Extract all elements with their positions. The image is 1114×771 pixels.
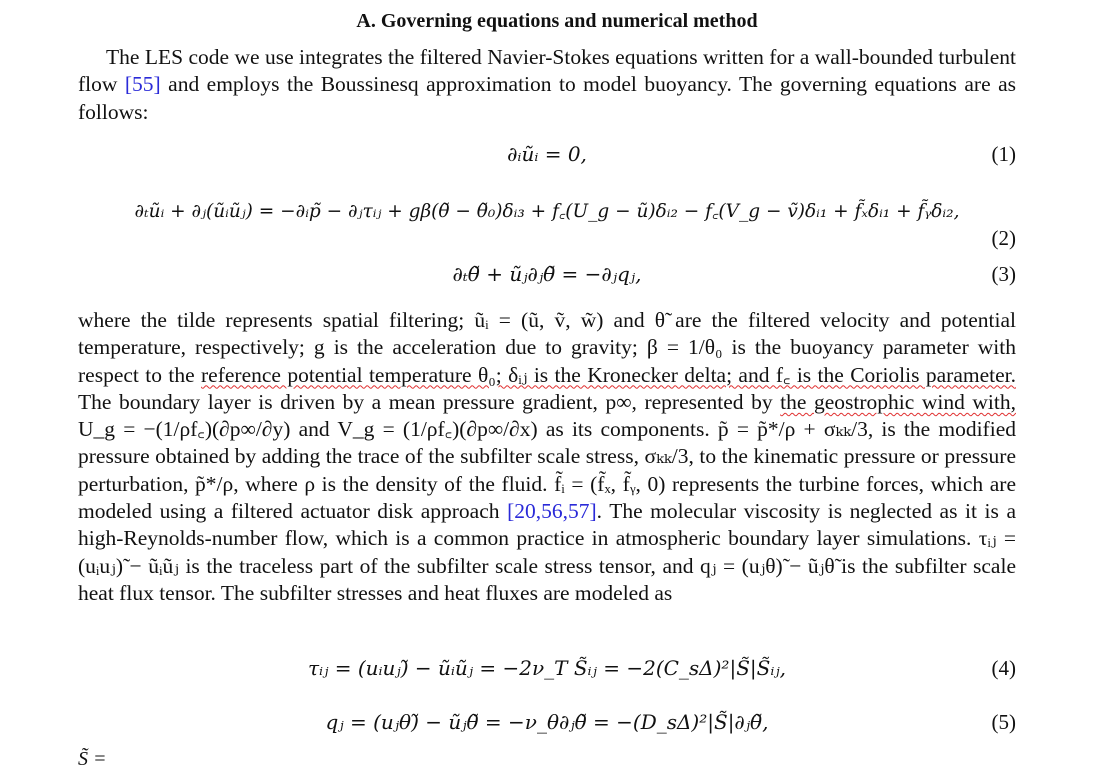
- body-paragraph: [78, 307, 1016, 607]
- equation-1-body: ∂ᵢũᵢ = 0,: [507, 142, 587, 166]
- equation-3-number: (3): [991, 262, 1016, 286]
- intro-text-a: The LES code we use integrates the filtered Navier-Stokes equations written for a wall-bounded turbulent flow: [78, 45, 1016, 97]
- spellcheck-underlined-text-1: reference potential temperature θ₀; δᵢⱼ is the Kronecker delta; and f꜀ is the Coriolis parameter.: [201, 362, 1016, 387]
- intro-paragraph: [78, 44, 1016, 126]
- equation-4: [78, 656, 1016, 686]
- equation-3: [78, 262, 1016, 292]
- equation-3-body: ∂ₜθ̃ + ũⱼ∂ⱼθ̃ = −∂ⱼqⱼ,: [452, 262, 642, 286]
- equation-2: [78, 198, 1016, 228]
- equation-4-number: (4): [991, 656, 1016, 680]
- equation-2-number: (2): [991, 226, 1016, 250]
- equation-2-body: ∂ₜũᵢ + ∂ⱼ(ũᵢũⱼ) = −∂ᵢp̃ − ∂ⱼτᵢⱼ + gβ(θ̃ − θ̃₀)δᵢ₃ + f꜀(U_g − ũ)δᵢ₂ − f꜀(V_g − ṽ)δᵢ₁ + f̃ₓδᵢ₁ + f̃ᵧδᵢ₂,: [134, 201, 960, 222]
- intro-text-b: and employs the Boussinesq approximation to model buoyancy. The governing equations are as follows:: [78, 72, 1016, 124]
- body-text-3: The boundary layer is driven by a mean pressure gradient, p∞, represented by: [78, 389, 781, 414]
- truncated-next-line: S̃ =: [78, 748, 107, 770]
- equation-4-body: τᵢⱼ = (uᵢuⱼ)̃ − ũᵢũⱼ = −2ν_T S̃ᵢⱼ = −2(C_sΔ)²|S̃|S̃ᵢⱼ,: [307, 656, 786, 680]
- body-text-5: U_g = −(1/ρf꜀)(∂p∞/∂y) and V_g = (1/ρf꜀)(∂p∞/∂x) as its components. p̃ = p̃*/ρ + σₖₖ/3, is the modified pressure obtained by adding the trace of the subfilter scale stress, σₖₖ/3, to the kinematic pressure or pressure perturbation, p̃*/ρ, where ρ is the density of the fluid. f̃ᵢ = (f̃ₓ, f̃ᵧ, 0) represents the turbine forces, which are modeled using a filtered actuator disk approach: [78, 417, 1016, 524]
- spellcheck-underlined-text-2: the geostrophic wind with,: [780, 389, 1016, 414]
- equation-5: [78, 710, 1016, 740]
- citation-link-55[interactable]: [55]: [124, 72, 161, 97]
- equation-5-number: (5): [991, 710, 1016, 734]
- section-heading: A. Governing equations and numerical method: [356, 10, 758, 32]
- equation-2-number-row: [78, 226, 1016, 256]
- equation-1: [78, 142, 1016, 172]
- equation-1-number: (1): [991, 142, 1016, 166]
- equation-5-body: qⱼ = (uⱼθ)̃ − ũⱼθ̃ = −ν_θ∂ⱼθ̃ = −(D_sΔ)²|S̃|∂ⱼθ̃,: [325, 710, 769, 734]
- body-text-6: . The molecular viscosity is neglected as it is a high-Reynolds-number flow, which is a common practice in atmospheric boundary layer simulations. τᵢⱼ = (uᵢuⱼ)̃ − ũᵢũⱼ is the traceless part of the subfilter scale stress tensor, and qⱼ = (uⱼθ)̃ − ũⱼθ̃ is the subfilter scale heat flux tensor. The subfilter stresses and heat fluxes are modeled as: [78, 499, 1016, 605]
- citation-link-20-56-57[interactable]: [20,56,57]: [507, 499, 597, 524]
- body-text-1: where the tilde represents spatial filtering; ũᵢ = (ũ, ṽ, w̃) and θ̃ are the filtered velocity and potential temperature, respectively; g is the acceleration due to gravity; β = 1/θ₀ is the buoyancy parameter with respect to the: [78, 308, 1016, 387]
